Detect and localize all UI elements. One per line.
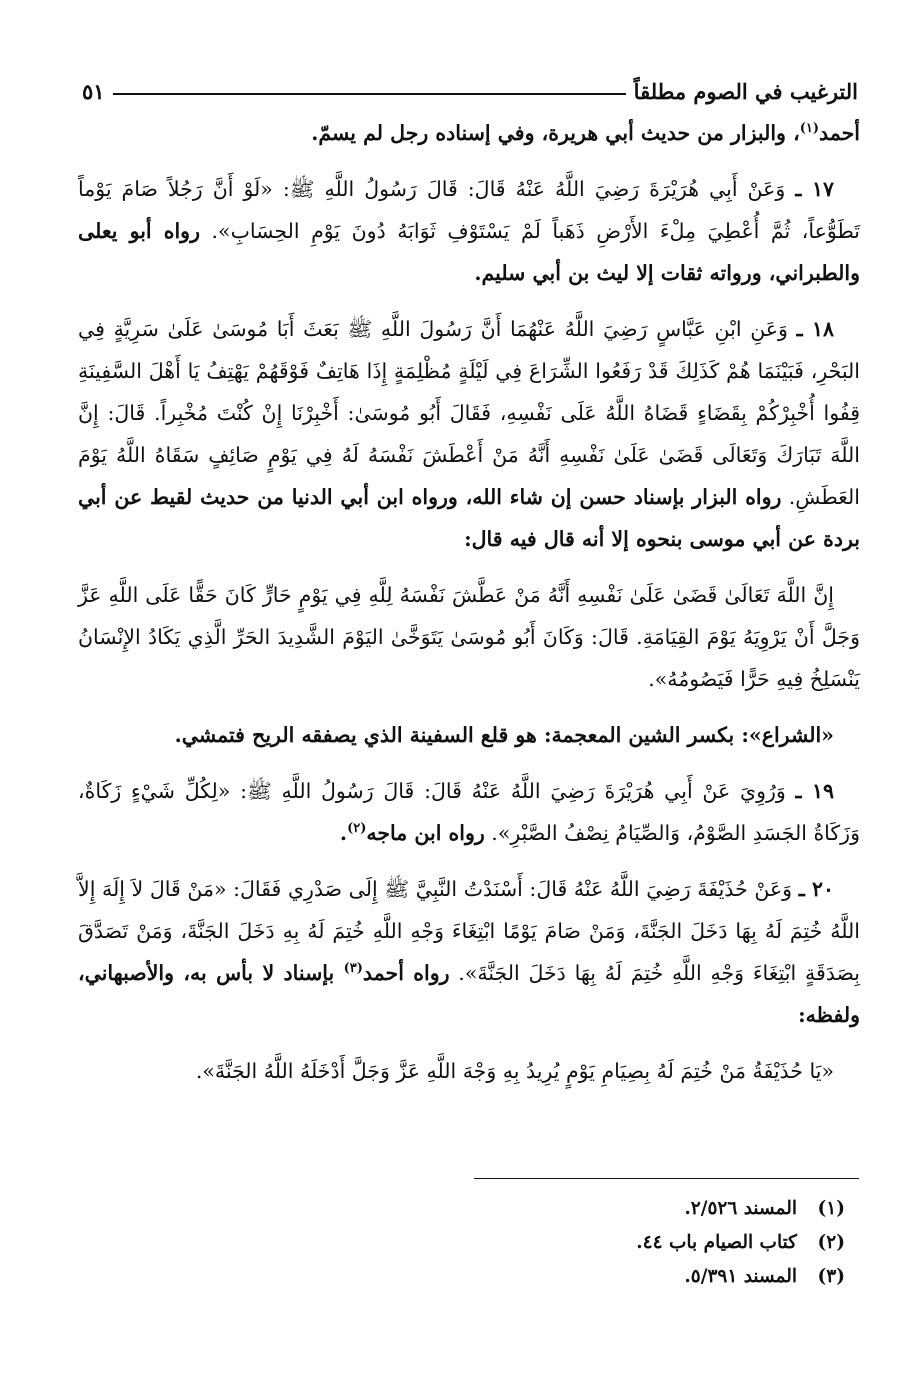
hadith-18-variant <box>78 574 860 700</box>
footnote-1 <box>300 1192 845 1226</box>
hadith-text: «يَا حُذَيْفَةُ مَنْ خُتِمَ لَهُ بِصِيَامِ يَوْمٍ يُرِيدُ بِهِ وَجْهَ اللَّهِ عَزَّ وَجَلَّ أَدْخَلَهُ اللَّهُ الجَنَّةَ». <box>195 1059 834 1083</box>
hadith-17 <box>78 168 860 294</box>
hadith-text: وَعَنِ ابْنِ عَبَّاسٍ رَضِيَ اللَّهُ عَنْهُمَا أَنَّ رَسُولَ اللَّهِ ﷺ بَعَثَ أَبَا مُوسَىٰ عَلَىٰ سَرِيَّةٍ فِي البَحْرِ، فَبَيْنَمَا هُمْ كَذَلِكَ قَدْ رَفَعُوا الشِّرَاعَ فِي لَيْلَةٍ مُظْلِمَةٍ إِذَا هَاتِفٌ فَوْقَهُمْ يَهْتِفُ يَا أَهْلَ السَّفِينَةِ قِفُوا أُخْبِرْكُمْ بِقَضَاءٍ قَضَاهُ اللَّهُ عَلَى نَفْسِهِ، فَقَالَ أَبُو مُوسَىٰ: أَخْبِرْنَا إِنْ كُنْتَ مُخْبِراً. قَالَ: إِنَّ اللَّهَ تَبَارَكَ وَتَعَالَى قَضَىٰ عَلَىٰ نَفْسِهِ أَنَّهُ مَنْ أَعْطَشَ نَفْسَهُ لَهُ فِي يَوْمٍ صَائِفٍ سَقَاهُ اللَّهُ يَوْمَ العَطَشِ. <box>78 317 860 509</box>
hadith-number: ٢٠ ـ <box>798 877 834 901</box>
hadith-18 <box>78 308 860 560</box>
running-header <box>82 68 858 104</box>
glossary-text: «الشراع»: بكسر الشين المعجمة: هو قلع السفينة الذي يصفقه الريح فتمشي. <box>174 723 834 747</box>
hadith-number: ١٧ ـ <box>795 177 834 201</box>
footnotes <box>300 1192 845 1294</box>
paragraph-continuation <box>78 112 860 154</box>
header-rule <box>113 93 626 95</box>
narrator-note: رواه البزار بإسناد حسن إن شاء الله، ورواه ابن أبي الدنيا من حديث لقيط عن أبي بردة عن أبي موسى بنحوه إلا أنه قال فيه قال: <box>78 485 860 551</box>
body-text <box>78 112 860 1106</box>
hadith-20 <box>78 868 860 1036</box>
footnote-mark: (٣) <box>817 1266 845 1287</box>
footnote-3 <box>300 1260 845 1294</box>
hadith-19 <box>78 770 860 854</box>
narrator-note: رواه ابن ماجه$^{(٢)}$. <box>339 821 485 845</box>
footnote-text: المسند ٢/٥٢٦. <box>684 1198 797 1219</box>
footnote-mark: (١) <box>817 1198 845 1219</box>
footnote-2 <box>300 1226 845 1260</box>
footnote-text: كتاب الصيام باب ٤٤. <box>636 1232 797 1253</box>
footnote-text: المسند ٥/٣٩١. <box>684 1266 797 1287</box>
hadith-text: وَرُوِيَ عَنْ أَبِي هُرَيْرَةَ رَضِيَ اللَّهُ عَنْهُ قَالَ: قَالَ رَسُولُ اللَّهِ ﷺ: «لِكُلِّ شَيْءٍ زَكَاةٌ، وَزَكَاةُ الجَسَدِ الصَّوْمُ، وَالصِّيَامُ نِصْفُ الصَّبْرِ». <box>78 779 860 845</box>
footnote-ref-2: (٢) <box>347 821 367 837</box>
footnote-mark: (٢) <box>817 1232 845 1253</box>
hadith-text: وَعَنْ أَبِي هُرَيْرَةَ رَضِيَ اللَّهُ عَنْهُ قَالَ: قَالَ رَسُولُ اللَّهِ ﷺ: «لَوْ أَنَّ رَجُلاً صَامَ يَوْماً تَطَوُّعاً، ثُمَّ أُعْطِيَ مِلْءَ الأَرْضِ ذَهَباً لَمْ يَسْتَوْفِ ثَوَابَهُ دُونَ يَوْمِ الحِسَابِ». <box>78 177 860 243</box>
hadith-20-variant <box>78 1050 860 1092</box>
footnote-rule <box>474 1178 859 1179</box>
narrator-note: رواه أحمد$^{(٣)}$ بإسناد لا بأس به، والأصبهاني، ولفظه: <box>78 961 860 1027</box>
hadith-number: ١٨ ـ <box>796 317 834 341</box>
footnote-ref-3: (٣) <box>343 961 363 977</box>
hadith-text: إِنَّ اللَّهَ تَعَالَىٰ قَضَىٰ عَلَىٰ نَفْسِهِ أَنَّهُ مَنْ عَطَّشَ نَفْسَهُ لِلَّهِ فِي يَوْمٍ حَارٍّ كَانَ حَقًّا عَلَى اللَّهِ عَزَّ وَجَلَّ أَنْ يَرْوِيَهُ يَوْمَ القِيَامَةِ. قَالَ: وَكَانَ أَبُو مُوسَىٰ يَتَوَخَّىٰ اليَوْمَ الشَّدِيدَ الحَرِّ الَّذِي يَكَادُ الإِنْسَانُ يَنْسَلِخُ فِيهِ حَرًّا فَيَصُومُهُ». <box>78 583 860 691</box>
narrator-note: أحمد$^{(١)}$، والبزار من حديث أبي هريرة، وفي إسناده رجل لم يسمّ. <box>311 121 860 145</box>
narrator-note: رواه أبو يعلى والطبراني، ورواته ثقات إلا ليث بن أبي سليم. <box>78 219 860 285</box>
chapter-title: الترغيب في الصوم مطلقاً <box>633 79 858 104</box>
hadith-text: وَعَنْ حُذَيْفَةَ رَضِيَ اللَّهُ عَنْهُ قَالَ: أَسْنَدْتُ النَّبِيَّ ﷺ إِلَى صَدْرِي فَقَالَ: «مَنْ قَالَ لاَ إِلَهَ إِلاَّ اللَّهُ خُتِمَ لَهُ بِهَا دَخَلَ الجَنَّةَ، وَمَنْ صَامَ يَوْمًا ابْتِغَاءَ وَجْهِ اللَّهِ خُتِمَ لَهُ بِهِ دَخَلَ الجَنَّةَ، وَمَنْ تَصَدَّقَ بِصَدَقَةٍ ابْتِغَاءَ وَجْهِ اللَّهِ خُتِمَ لَهُ بِهَا دَخَلَ الجَنَّةَ». <box>78 877 860 985</box>
glossary-note <box>78 714 860 756</box>
page-number: ٥١ <box>82 79 105 104</box>
footnote-ref-1: (١) <box>799 121 820 137</box>
hadith-number: ١٩ ـ <box>795 779 834 803</box>
